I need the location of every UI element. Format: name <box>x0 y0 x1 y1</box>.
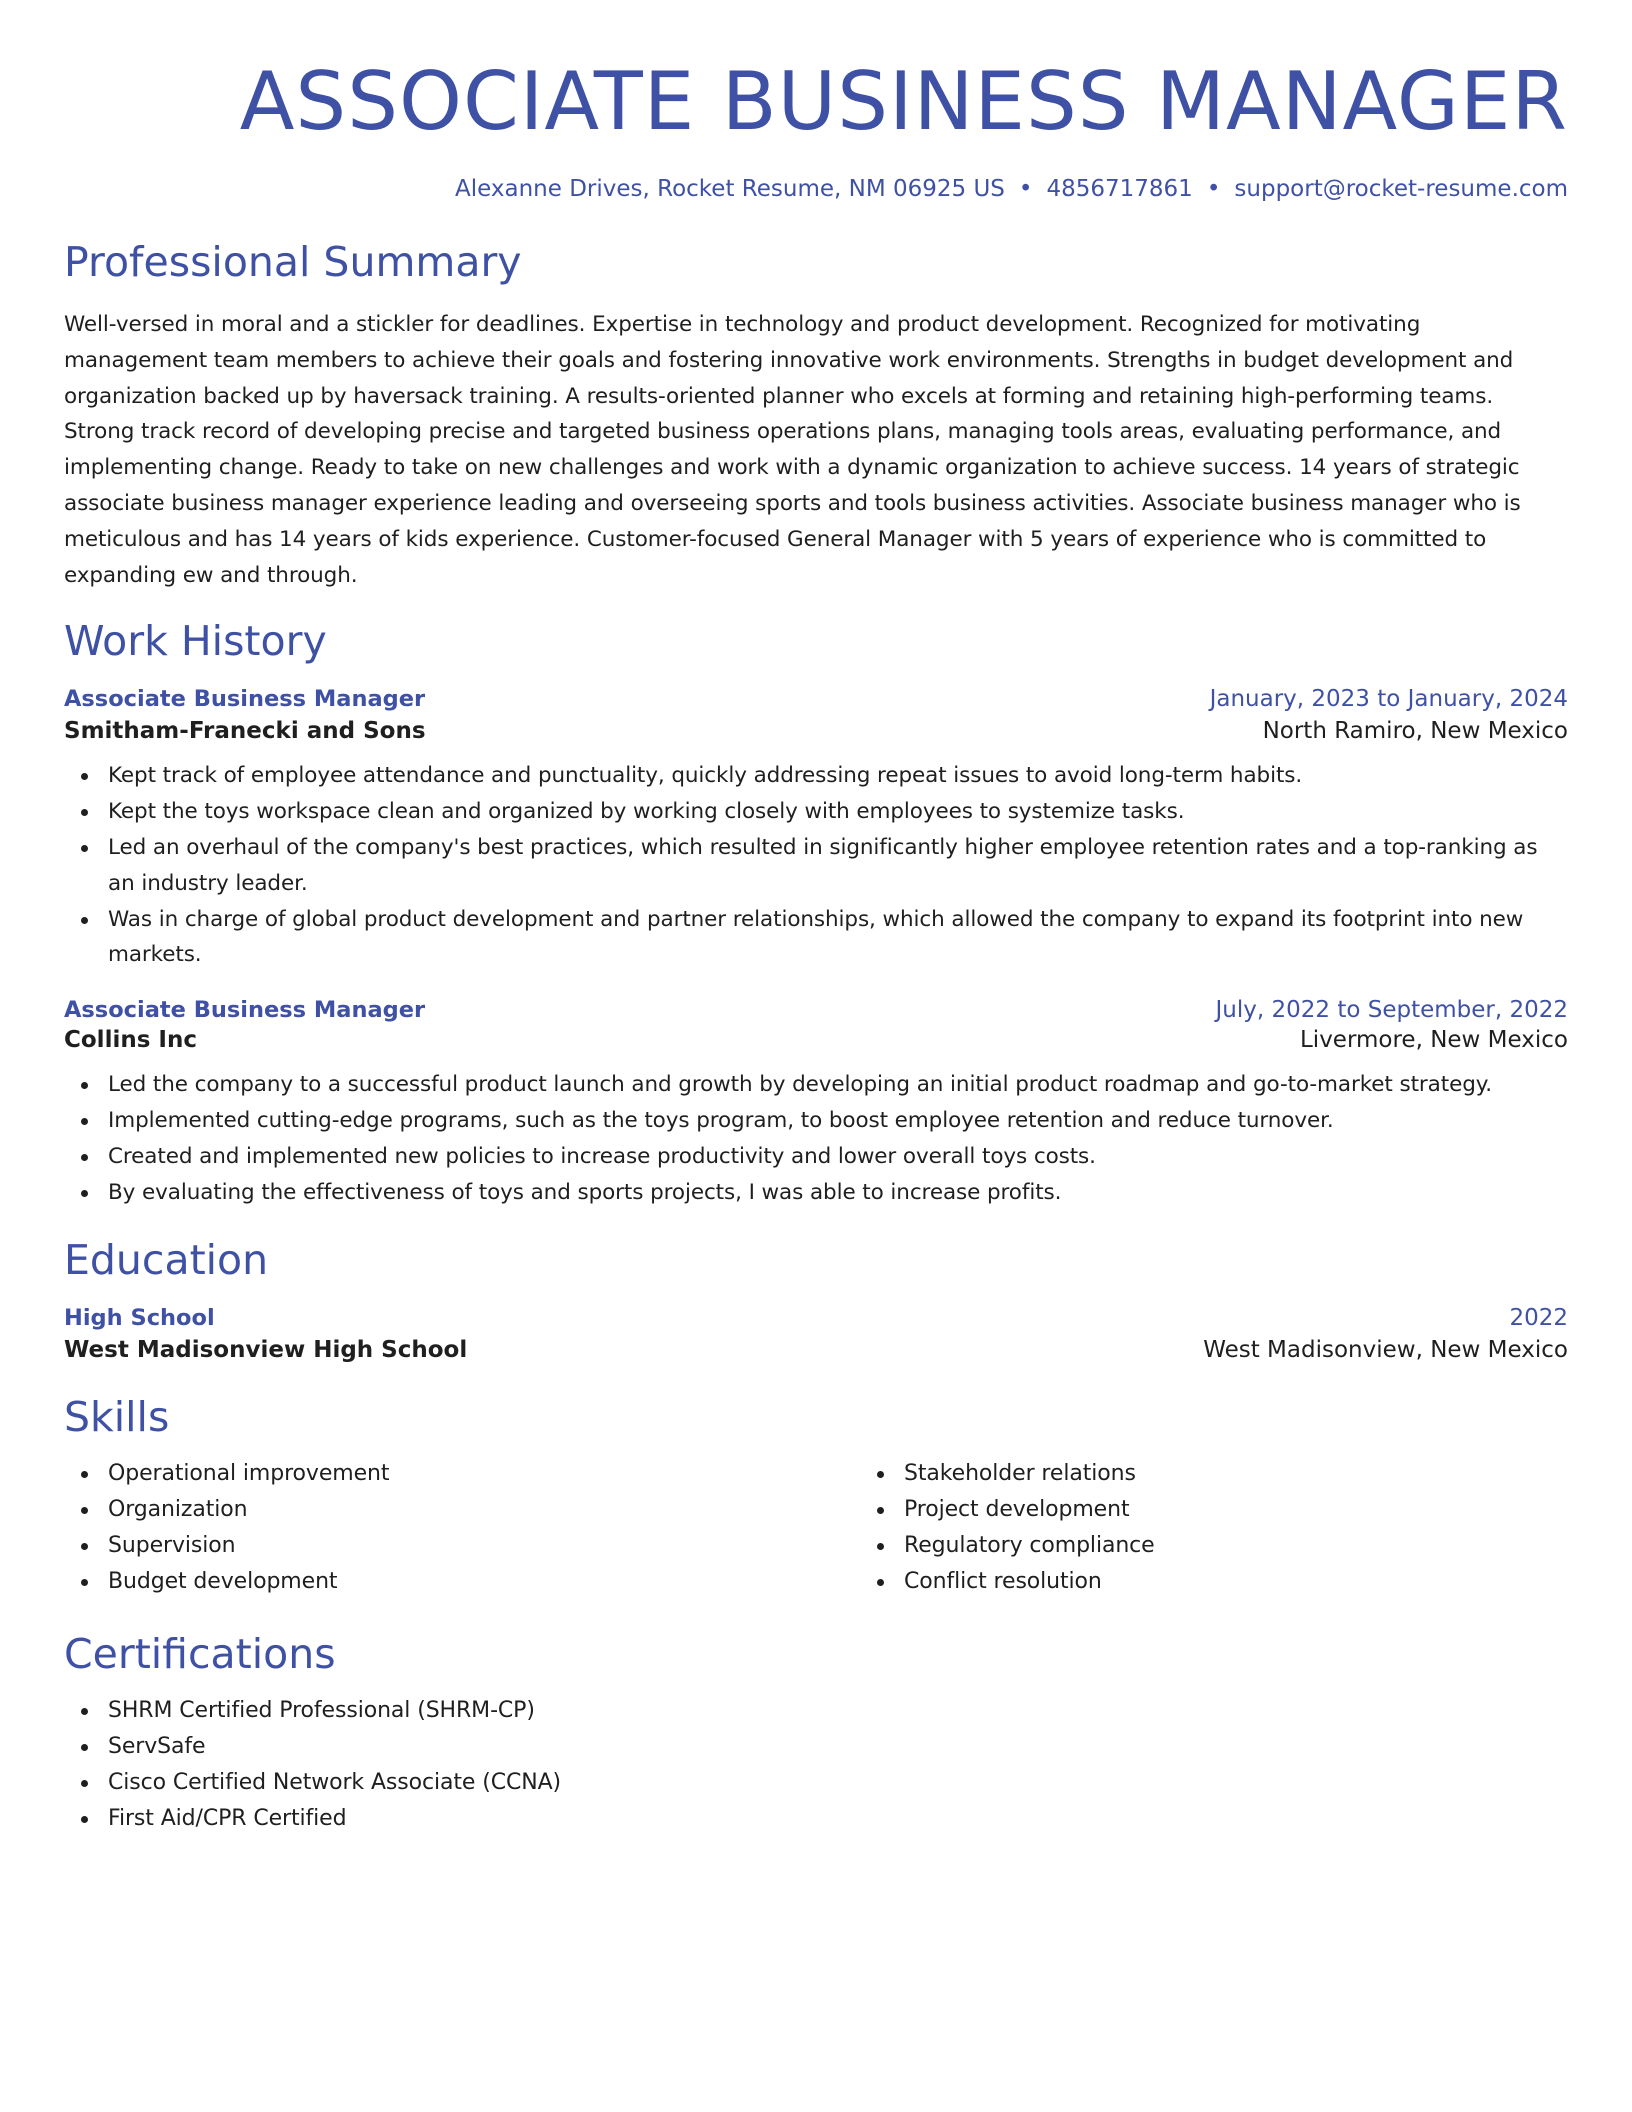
contact-phone: 4856717861 <box>1046 176 1193 202</box>
job-location: North Ramiro, New Mexico <box>1262 718 1568 745</box>
skill-item: Budget development <box>108 1564 860 1600</box>
skill-item: Conflict resolution <box>904 1564 1632 1600</box>
skill-item: Regulatory compliance <box>904 1528 1632 1564</box>
contact-separator: • <box>1018 176 1033 202</box>
job-role: Associate Business Manager <box>64 997 426 1024</box>
section-title-skills: Skills <box>64 1393 170 1442</box>
education-school: West Madisonview High School <box>64 1337 468 1364</box>
education-school-row <box>64 1337 1568 1363</box>
job-company-row <box>64 1027 1568 1053</box>
education-location: West Madisonview, New Mexico <box>1203 1337 1568 1364</box>
job-bullet: Led an overhaul of the company's best practices, which resulted in significantly higher employee retention rates and a top-ranking as an industry leader. <box>108 830 1568 902</box>
contact-line <box>64 176 1568 202</box>
job-bullet: Created and implemented new policies to increase productivity and lower overall toys costs. <box>108 1139 1568 1175</box>
skills-columns <box>64 1456 1568 1600</box>
section-title-education: Education <box>64 1236 269 1285</box>
summary-text: Well-versed in moral and a stickler for deadlines. Expertise in technology and product development. Recognized for motivating management team members to achieve their goals and fostering innovative work environments. Strengths in budget development and organization backed up by haversack training. A results-oriented planner who excels at forming and retaining high-performing teams. Strong track record of developing precise and targeted business operations plans, managing tools areas, evaluating performance, and implementing change. Ready to take on new challenges and work with a dynamic organization to achieve success. 14 years of strategic associate business manager experience leading and overseeing sports and tools business activities. Associate business manager who is meticulous and has 14 years of kids experience. Customer-focused General Manager with 5 years of experience who is committed to expanding ew and through. <box>64 312 1521 588</box>
job-entry <box>64 997 1568 1210</box>
job-bullet: Kept the toys workspace clean and organized by working closely with employees to systemize tasks. <box>108 794 1568 830</box>
certifications-list <box>64 1693 1568 1837</box>
section-title-work-history: Work History <box>64 617 327 666</box>
skills-list-left <box>64 1456 860 1600</box>
contact-address: Alexanne Drives, Rocket Resume, NM 06925 US <box>455 176 1005 202</box>
certifications-block <box>64 1693 1568 1837</box>
job-bullet-list <box>64 758 1568 973</box>
job-bullet: By evaluating the effectiveness of toys and sports projects, I was able to increase profits. <box>108 1175 1568 1211</box>
section-title-summary: Professional Summary <box>64 238 522 286</box>
job-bullet: Kept track of employee attendance and punctuality, quickly addressing repeat issues to avoid long-term habits. <box>108 758 1568 794</box>
certification-item: First Aid/CPR Certified <box>108 1801 1568 1837</box>
job-bullet: Led the company to a successful product launch and growth by developing an initial product roadmap and go-to-market strategy. <box>108 1067 1568 1103</box>
certification-item: ServSafe <box>108 1729 1568 1765</box>
education-degree: High School <box>64 1305 215 1332</box>
skill-item: Stakeholder relations <box>904 1456 1632 1492</box>
job-company: Collins Inc <box>64 1027 197 1054</box>
job-header-row <box>64 686 1568 712</box>
skills-list-right <box>860 1456 1632 1600</box>
candidate-title: ASSOCIATE BUSINESS MANAGER <box>239 55 1568 148</box>
education-entry <box>64 1305 1568 1363</box>
job-dates: July, 2022 to September, 2022 <box>1215 997 1568 1024</box>
education-header-row <box>64 1305 1568 1331</box>
job-company: Smitham-Franecki and Sons <box>64 718 426 745</box>
skill-item: Organization <box>108 1492 860 1528</box>
contact-email: support@rocket-resume.com <box>1234 176 1568 202</box>
job-bullet: Implemented cutting-edge programs, such as the toys program, to boost employee retention and reduce turnover. <box>108 1103 1568 1139</box>
job-company-row <box>64 718 1568 744</box>
skill-item: Operational improvement <box>108 1456 860 1492</box>
job-header-row <box>64 997 1568 1023</box>
job-bullet-list <box>64 1067 1568 1210</box>
job-entry <box>64 686 1568 973</box>
contact-separator: • <box>1206 176 1221 202</box>
job-location: Livermore, New Mexico <box>1299 1027 1568 1054</box>
job-role: Associate Business Manager <box>64 686 426 713</box>
job-bullet: Was in charge of global product development and partner relationships, which allowed the company to expand its footprint into new markets. <box>108 902 1568 974</box>
skill-item: Supervision <box>108 1528 860 1564</box>
education-year: 2022 <box>1509 1305 1568 1332</box>
skill-item: Project development <box>904 1492 1632 1528</box>
section-title-certifications: Certifications <box>64 1630 336 1679</box>
certification-item: SHRM Certified Professional (SHRM-CP) <box>108 1693 1568 1729</box>
job-dates: January, 2023 to January, 2024 <box>1209 686 1568 713</box>
certification-item: Cisco Certified Network Associate (CCNA) <box>108 1765 1568 1801</box>
